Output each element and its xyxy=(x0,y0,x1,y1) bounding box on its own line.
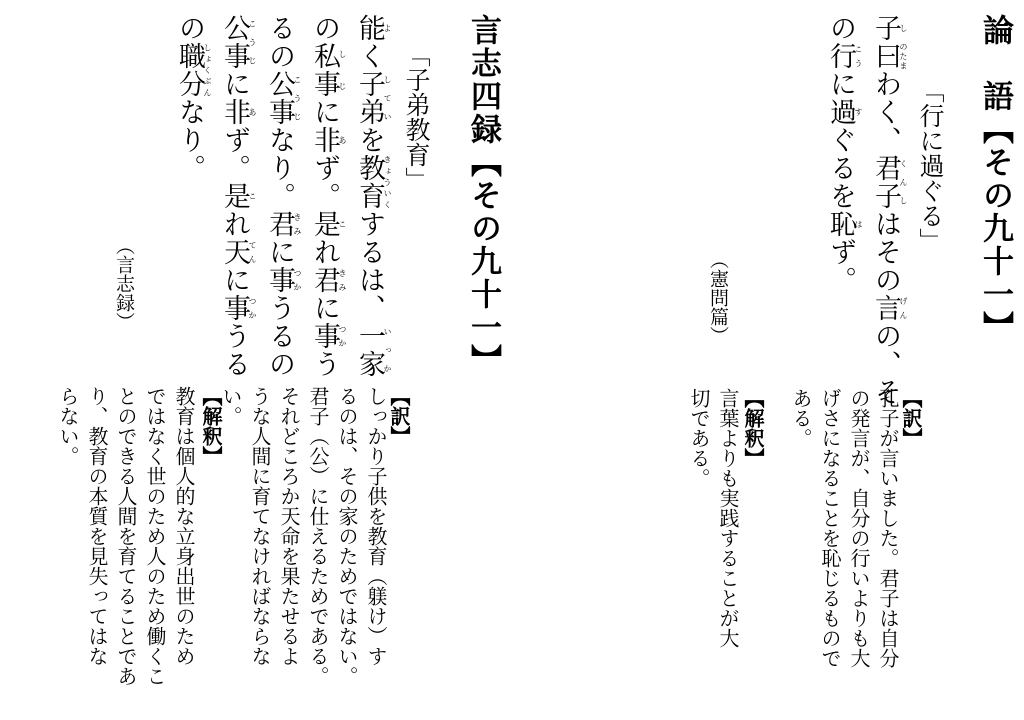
genshi-body xyxy=(167,14,392,378)
genshi-source: （言志録） xyxy=(113,236,135,331)
genshi-translation-heading: 【訳】 xyxy=(387,386,411,446)
genshi-title: 言志四録【その九十一】 xyxy=(465,14,501,377)
genshi-subtitle: 「子弟教育」 xyxy=(402,42,431,192)
genshi-commentary: 教育は個人的な立身出世のため ではなく世のため人のため働くこ とのできる人間を育てることであ り、教育の本質を見失ってはな らない。 xyxy=(56,386,196,686)
genshi-body-line-2: の私事しじに非あず。是これ君きみに事つかう xyxy=(309,14,347,378)
rongo-source: （憲問篇） xyxy=(707,250,729,345)
rongo-body-line-1: 子し曰のたまわく、君子くんしはその言げんの、そ xyxy=(870,14,908,406)
rongo-translation-heading: 【訳】 xyxy=(899,388,923,448)
genshi-body-line-4: 公事こうじに非あず。是これ天てんに事つかうる xyxy=(219,14,257,378)
genshi-translation: しっかり子供を教育（躾け）す るのは、その家のためではない。 君子（公）に仕えるためである。 それどころか天命を果たせるよ うな人間に育てなければならな い。 xyxy=(219,386,388,686)
rongo-body-line-2: の行こうに過すぐるを恥はず。 xyxy=(825,14,863,294)
rongo-body xyxy=(818,14,908,406)
genshi-body-line-5: の職分しょくぶんなり。 xyxy=(174,14,212,182)
genshi-body-line-1: 能よく子弟していを教育きょういくするは、一家いっか xyxy=(354,14,392,378)
genshi-body-line-3: るの公事こうじなり。君きみに事つかうるの xyxy=(264,14,302,378)
rongo-commentary-heading: 【解釈】 xyxy=(741,388,765,468)
rongo-subtitle: 「行に過ぐる」 xyxy=(916,78,945,253)
rongo-translation: 孔子が言いました。君子は自分 の発言が、自分の行いよりも大 げさになることを恥じるもので ある。 xyxy=(789,388,900,668)
rongo-title: 論 語【その九十一】 xyxy=(977,14,1013,344)
genshi-commentary-heading: 【解釈】 xyxy=(199,386,223,466)
rongo-commentary: 言葉よりも実践することが大 切である。 xyxy=(687,388,740,648)
